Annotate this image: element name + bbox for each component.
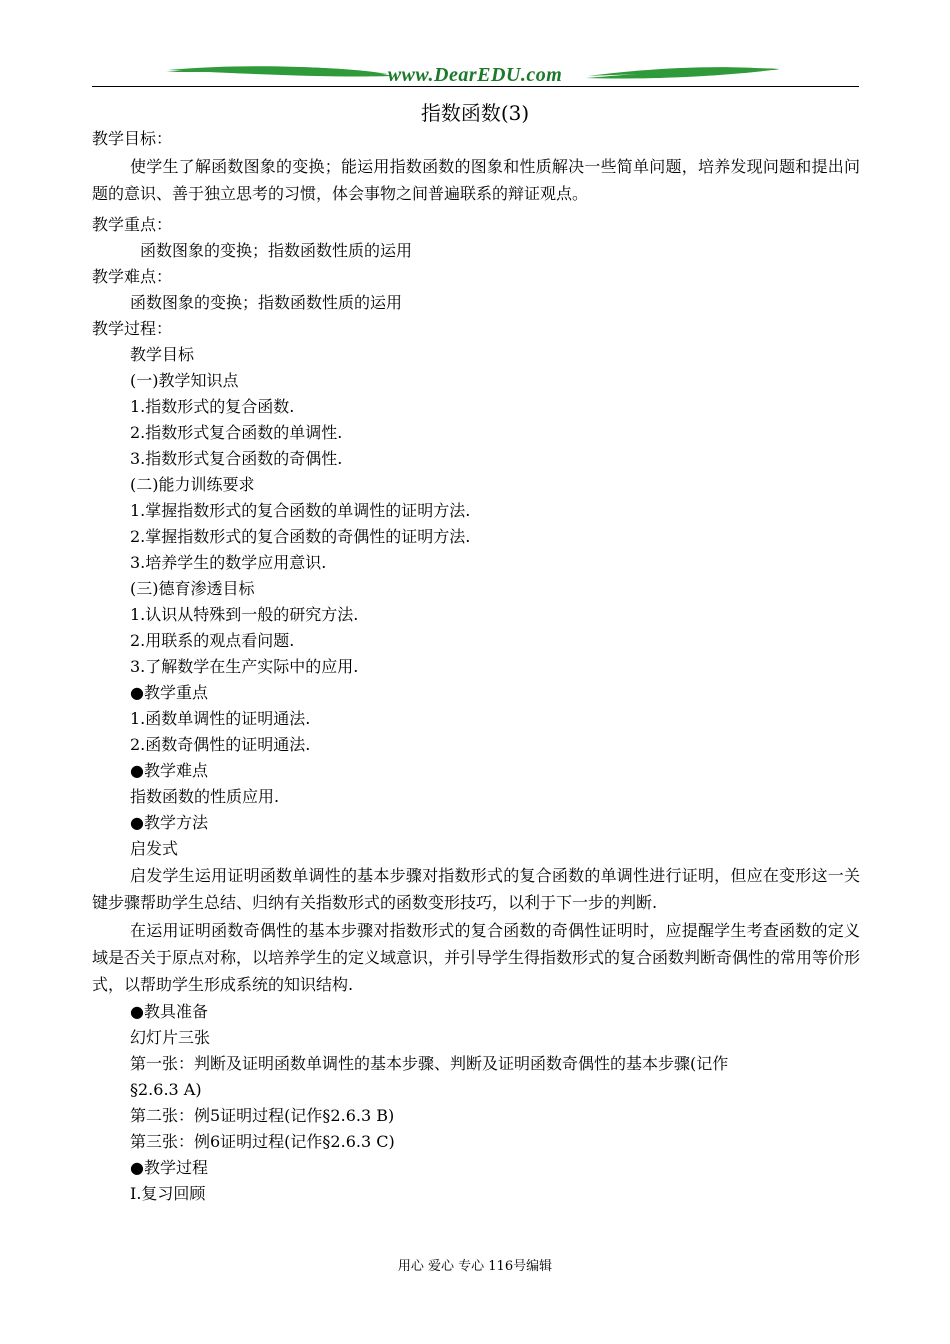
text-line: 幻灯片三张 xyxy=(130,1028,211,1047)
text-line: 指数函数的性质应用. xyxy=(130,787,280,806)
text-line: Ⅰ.复习回顾 xyxy=(130,1184,206,1203)
page-title: 指数函数(3) xyxy=(420,101,530,125)
list-item: 1.掌握指数形式的复合函数的单调性的证明方法. xyxy=(130,501,471,520)
document-body xyxy=(92,126,860,1207)
section-heading: 教学过程： xyxy=(92,319,173,338)
section-heading: 教学难点： xyxy=(92,267,173,286)
list-item: 3.指数形式复合函数的奇偶性. xyxy=(130,449,343,468)
page-footer: 用心 爱心 专心 116号编辑 xyxy=(397,1259,553,1274)
site-url[interactable]: www.DearEDU.com xyxy=(387,64,563,86)
list-item: 2.函数奇偶性的证明通法. xyxy=(130,735,311,754)
text-line: 第一张：判断及证明函数单调性的基本步骤、判断及证明函数奇偶性的基本步骤(记作 xyxy=(130,1054,729,1073)
header-rule xyxy=(92,86,859,87)
text-line: §2.6.3 A) xyxy=(130,1080,202,1099)
list-item: 3.培养学生的数学应用意识. xyxy=(130,553,327,572)
text-line: (一)教学知识点 xyxy=(130,371,239,390)
text-line: 第三张：例6证明过程(记作§2.6.3 C) xyxy=(130,1132,395,1151)
section-heading: 教学目标： xyxy=(92,129,173,148)
bullet-heading: ●教学重点 xyxy=(130,683,208,702)
paragraph: 在运用证明函数奇偶性的基本步骤对指数形式的复合函数的奇偶性证明时，应提醒学生考查函数的定义域是否关于原点对称，以培养学生的定义域意识，并引导学生得指数形式的复合函数判断奇偶性的常用等价形式，以帮助学生形成系统的知识结构. xyxy=(92,921,861,994)
text-line: 启发式 xyxy=(130,839,179,858)
bullet-heading: ●教学难点 xyxy=(130,761,208,780)
list-item: 2.指数形式复合函数的单调性. xyxy=(130,423,343,442)
text-line: 函数图象的变换；指数函数性质的运用 xyxy=(130,293,403,312)
bullet-heading: ●教学方法 xyxy=(130,813,208,832)
list-item: 3.了解数学在生产实际中的应用. xyxy=(130,657,359,676)
text-line: 函数图象的变换；指数函数性质的运用 xyxy=(140,241,413,260)
list-item: 1.认识从特殊到一般的研究方法. xyxy=(130,605,359,624)
text-line: 第二张：例5证明过程(记作§2.6.3 B) xyxy=(130,1106,395,1125)
bullet-heading: ●教学过程 xyxy=(130,1158,208,1177)
text-line: 教学目标 xyxy=(130,345,195,364)
list-item: 2.掌握指数形式的复合函数的奇偶性的证明方法. xyxy=(130,527,471,546)
text-line: (三)德育渗透目标 xyxy=(130,579,255,598)
text-line: (二)能力训练要求 xyxy=(130,475,255,494)
list-item: 2.用联系的观点看问题. xyxy=(130,631,295,650)
section-heading: 教学重点： xyxy=(92,215,173,234)
list-item: 1.指数形式的复合函数. xyxy=(130,397,295,416)
paragraph: 使学生了解函数图象的变换；能运用指数函数的图象和性质解决一些简单问题，培养发现问题和提出问题的意识、善于独立思考的习惯，体会事物之间普遍联系的辩证观点。 xyxy=(92,157,860,203)
paragraph: 启发学生运用证明函数单调性的基本步骤对指数形式的复合函数的单调性进行证明，但应在变形这一关键步骤帮助学生总结、归纳有关指数形式的函数变形技巧，以利于下一步的判断. xyxy=(92,866,860,912)
bullet-heading: ●教具准备 xyxy=(130,1002,208,1021)
list-item: 1.函数单调性的证明通法. xyxy=(130,709,311,728)
